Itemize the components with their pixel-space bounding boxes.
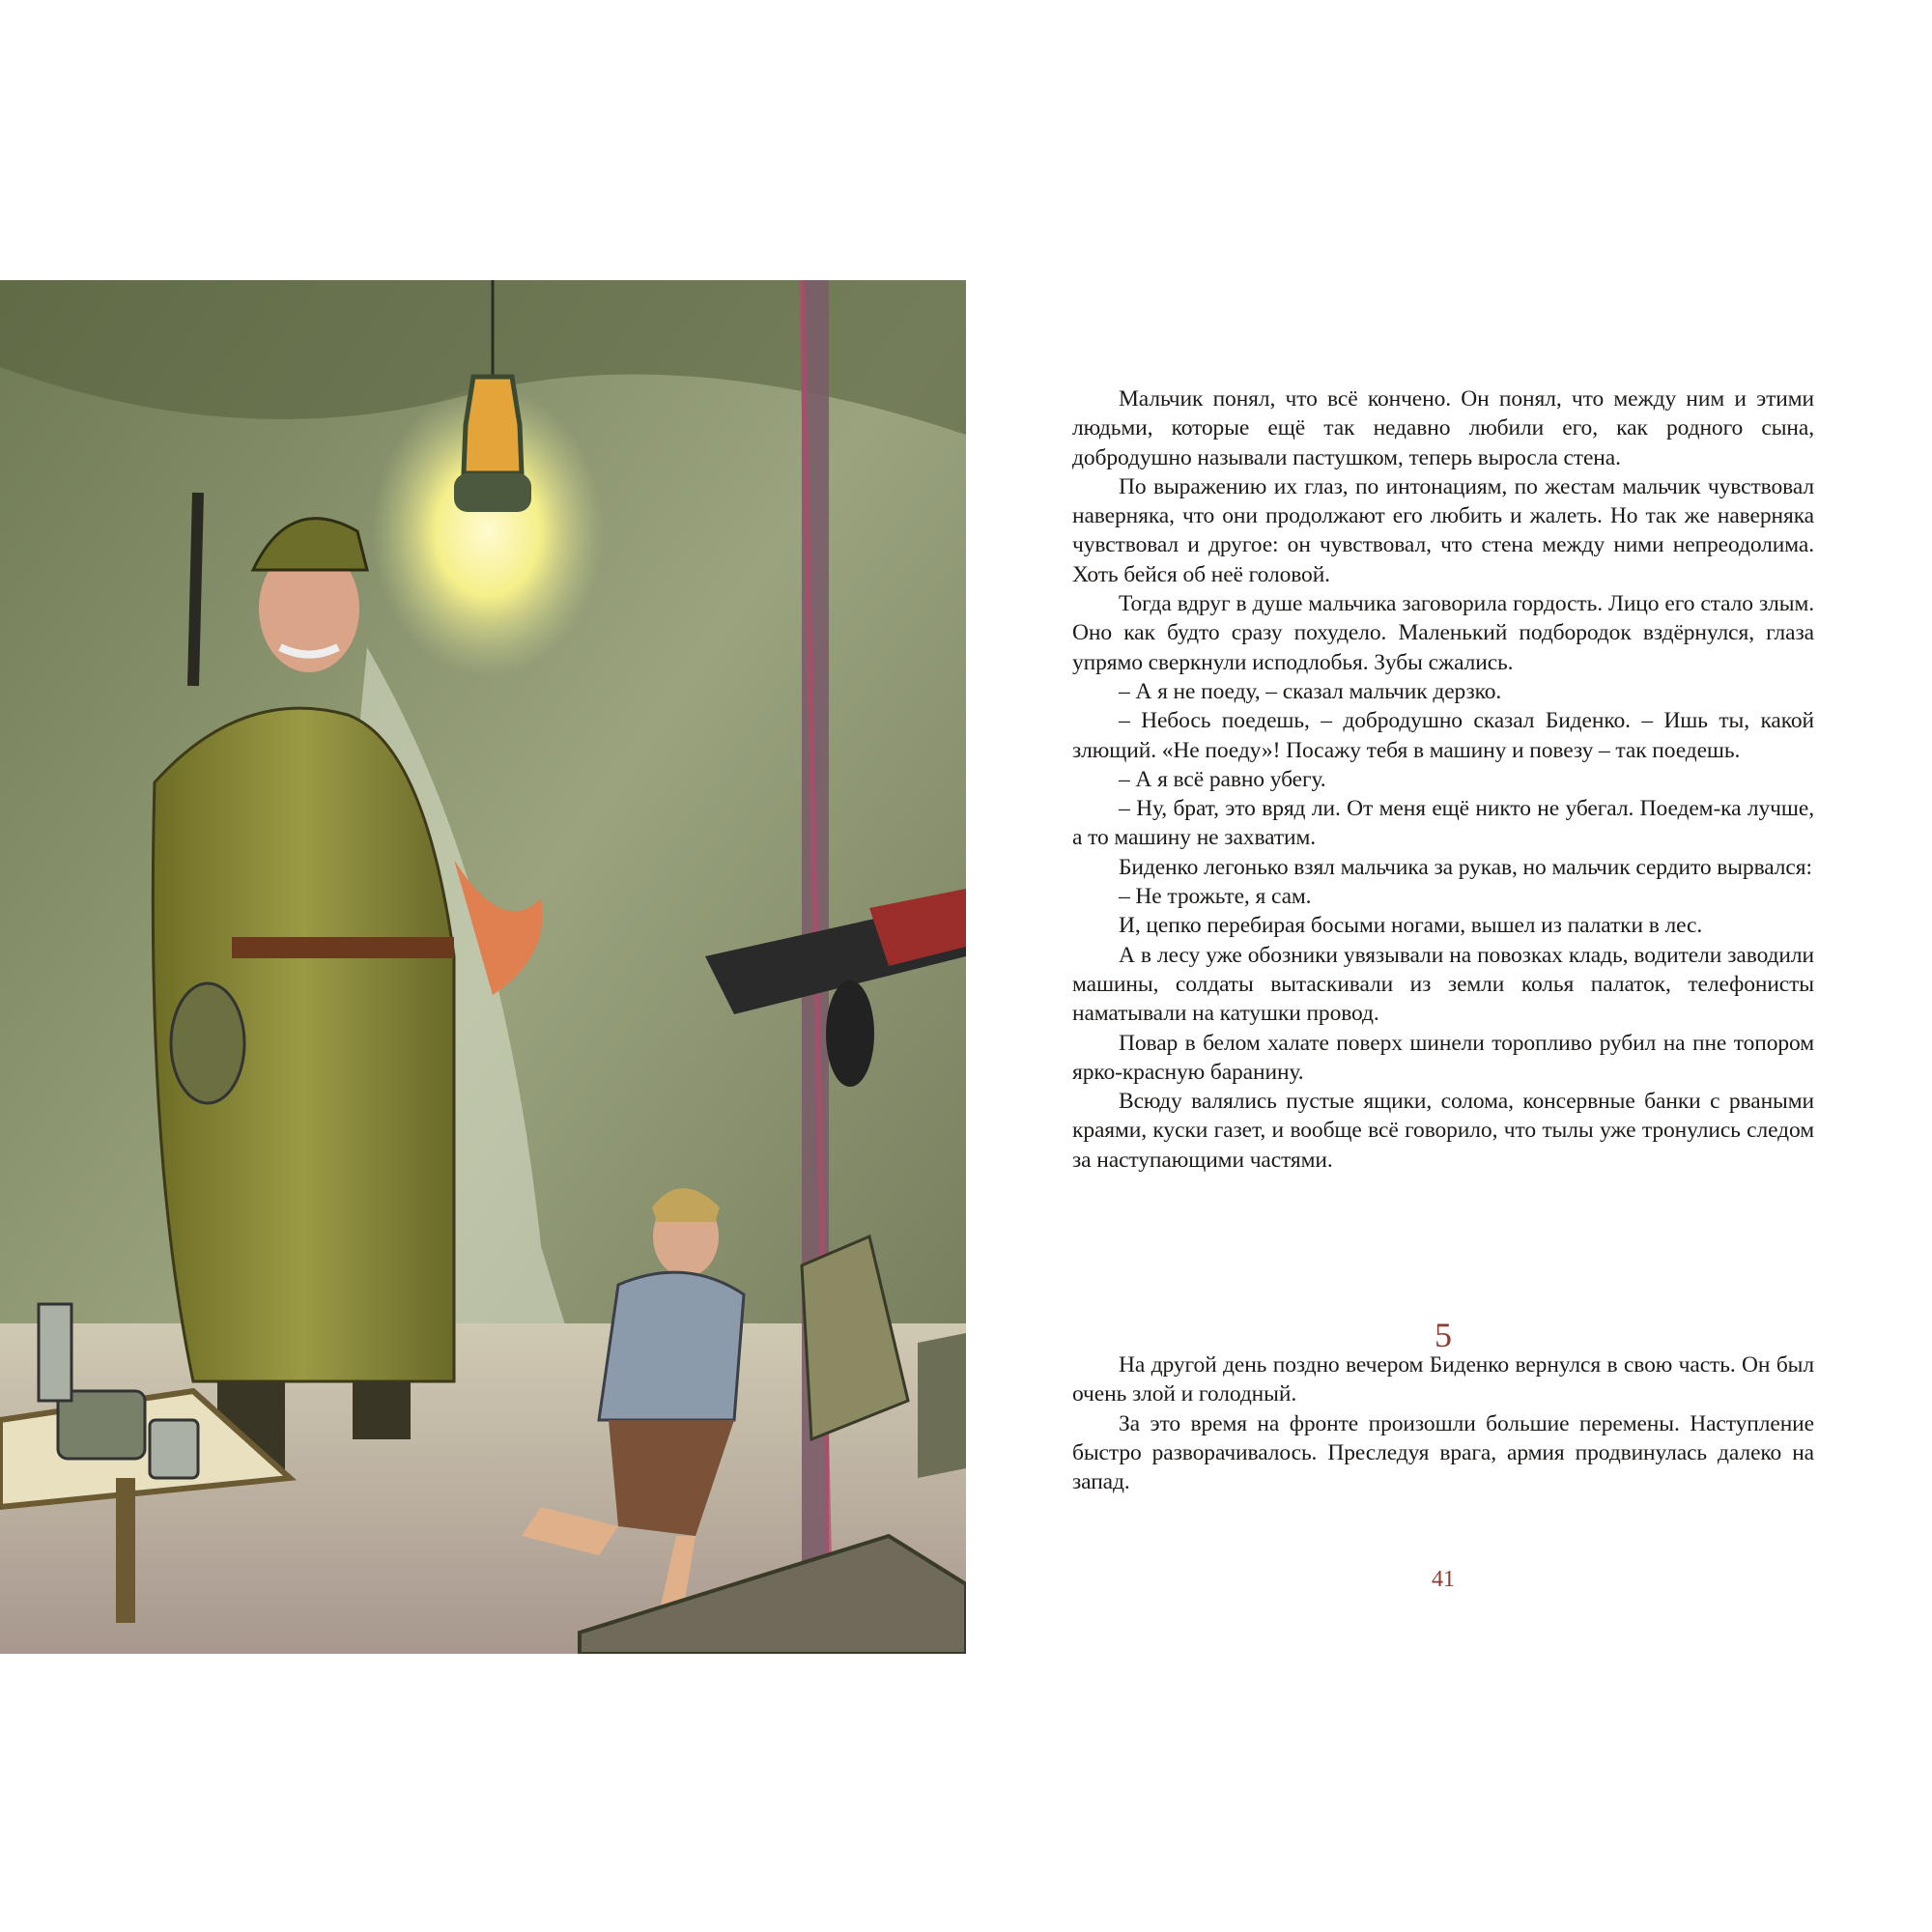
book-illustration (0, 280, 966, 1654)
paragraph: По выражению их глаз, по интонациям, по жестам мальчик чувствовал наверняка, что они продолжают его любить и жалеть. Но так же наверняка чувствовал и другое: он чувствовал, что стена между ними непреодолима. Хоть бейся об неё головой. (1072, 473, 1814, 587)
text-block-before-chapter (1072, 384, 1814, 1175)
dialogue-line: – Не трожьте, я сам. (1119, 884, 1312, 910)
dialogue-line: – Ну, брат, это вряд ли. От меня ещё никто не убегал. Поедем-ка лучше, а то машину не захватим. (1072, 796, 1814, 851)
paragraph: Всюду валялись пустые ящики, солома, консервные банки с рваными краями, куски газет, и вообще всё говорило, что тылы уже тронулись следом за наступающими частями. (1072, 1089, 1814, 1173)
text-block-after-chapter (1072, 1350, 1814, 1496)
crate-small (918, 1333, 966, 1478)
paragraph: На другой день поздно вечером Биденко вернулся в свою часть. Он был очень злой и голодный. (1072, 1352, 1814, 1407)
dialogue-line: – Небось поедешь, – добродушно сказал Биденко. – Ишь ты, какой злющий. «Не поеду»! Посажу тебя в машину и повезу – так поедешь. (1072, 708, 1814, 763)
chapter-number: 5 (1435, 1316, 1452, 1354)
paragraph: И, цепко перебирая босыми ногами, вышел из палатки в лес. (1119, 913, 1703, 939)
dialogue-line: – А я не поеду, – сказал мальчик дерзко. (1119, 678, 1502, 704)
dialogue-line: – А я всё равно убегу. (1119, 766, 1326, 792)
paragraph: А в лесу уже обозники увязывали на повозках кладь, водители заводили машины, солдаты вытаскивали из земли колья палаток, телефонисты наматывали на катушки провод. (1072, 942, 1814, 1027)
paragraph: За это время на фронте произошли большие перемены. Наступление быстро разворачивалось. Преследуя врага, армия продвинулась далеко на запад. (1072, 1410, 1814, 1495)
paragraph: Тогда вдруг в душе мальчика заговорила гордость. Лицо его стало злым. Оно как будто сразу похудело. Маленький подбородок вздёрнулся, глаза упрямо сверкнули исподлобья. Зубы сжались. (1072, 591, 1814, 675)
paragraph: Биденко легонько взял мальчика за рукав, но мальчик сердито вырвался: (1119, 854, 1812, 880)
illustration-painting (0, 280, 966, 1654)
paragraph: Повар в белом халате поверх шинели торопливо рубил на пне топором ярко-красную баранину. (1072, 1030, 1814, 1085)
paragraph: Мальчик понял, что всё кончено. Он понял, что между ним и этими людьми, которые ещё так недавно любили его, как родного сына, добродушно называли пастушком, теперь выросла стена. (1072, 386, 1814, 470)
page-number: 41 (1432, 1567, 1455, 1592)
